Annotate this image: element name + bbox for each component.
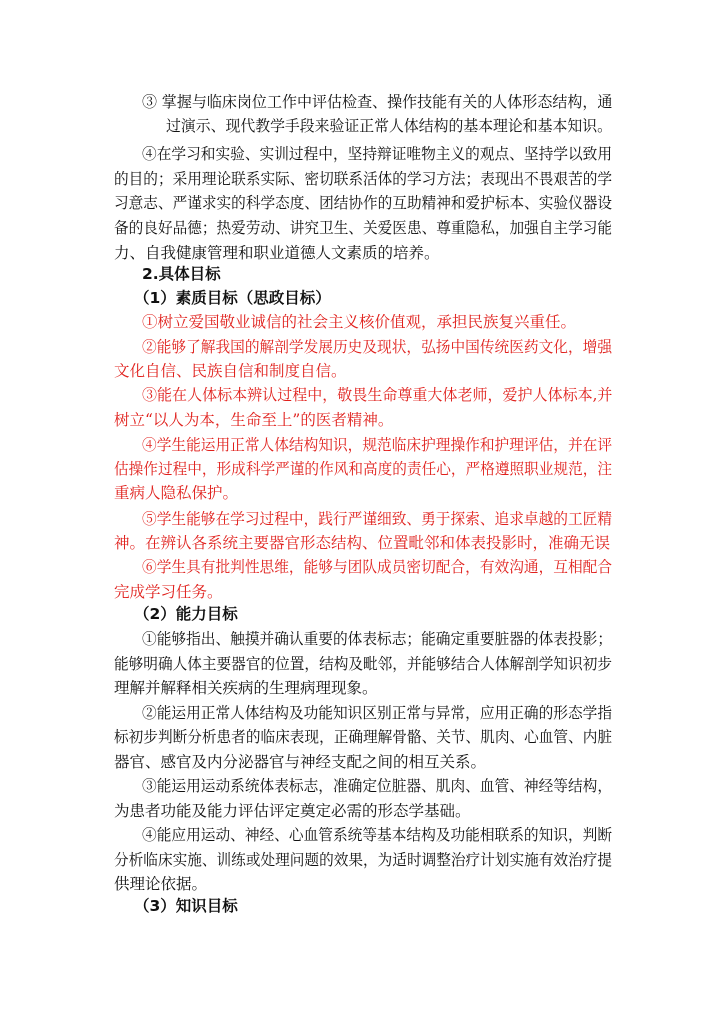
quality-goal-2-line-2: 文化自信、民族自信和制度自信。 bbox=[114, 362, 347, 380]
section-heading-specific-goals: 2.具体目标 bbox=[142, 265, 221, 283]
ability-goal-2-line-2: 标初步判断分析患者的临床表现，正确理解骨骼、关节、肌肉、心血管、内脏 bbox=[114, 728, 613, 746]
ability-goal-2-line-1: ②能运用正常人体结构及功能知识区别正常与异常，应用正确的形态学指 bbox=[142, 704, 613, 722]
objective-3-line-2: 过演示、现代教学手段来验证正常人体结构的基本理论和基本知识。 bbox=[166, 117, 612, 135]
ability-goal-1-line-2: 能够明确人体主要器官的位置，结构及毗邻，并能够结合人体解剖学知识初步 bbox=[114, 655, 613, 673]
objective-4-line-4: 备的良好品德；热爱劳动、讲究卫生、关爱医患、尊重隐私，加强自主学习能 bbox=[114, 219, 613, 237]
quality-goal-3-line-2: 树立“以人为本，生命至上”的医者精神。 bbox=[114, 411, 394, 429]
ability-goal-2-line-3: 器官、感官及内分泌器官与神经支配之间的相互关系。 bbox=[114, 753, 487, 771]
quality-goal-5-line-2: 神。在辨认各系统主要器官形态结构、位置毗邻和体表投影时，准确无误 bbox=[114, 534, 611, 552]
objective-4-line-5: 力、自我健康管理和职业道德人文素质的培养。 bbox=[114, 244, 440, 262]
quality-goal-4-line-3: 重病人隐私保护。 bbox=[114, 484, 239, 502]
quality-goal-6-line-1: ⑥学生具有批判性思维，能够与团队成员密切配合，有效沟通，互相配合 bbox=[142, 558, 613, 576]
subheading-ability-goals: （2）能力目标 bbox=[134, 605, 238, 623]
ability-goal-4-line-2: 分析临床实施、训练或处理问题的效果，为适时调整治疗计划实施有效治疗提 bbox=[114, 851, 613, 869]
quality-goal-1: ①树立爱国敬业诚信的社会主义核价值观，承担民族复兴重任。 bbox=[142, 313, 577, 331]
ability-goal-4-line-3: 供理论依据。 bbox=[114, 875, 208, 893]
quality-goal-5-line-1: ⑤学生能够在学习过程中，践行严谨细致、勇于探索、追求卓越的工匠精 bbox=[142, 510, 613, 528]
ability-goal-3-line-2: 为患者功能及能力评估评定奠定必需的形态学基础。 bbox=[114, 802, 471, 820]
quality-goal-4-line-2: 估操作过程中，形成科学严谨的作风和高度的责任心，严格遵照职业规范，注 bbox=[114, 460, 613, 478]
quality-goal-3-line-1: ③能在人体标本辨认过程中，敬畏生命尊重大体老师，爱护人体标本,并 bbox=[142, 386, 613, 404]
objective-4-line-3: 习意志、严谨求实的科学态度、团结协作的互助精神和爱护标本、实验仪器设 bbox=[114, 194, 613, 212]
objective-3-line-1: ③ 掌握与临床岗位工作中评估检查、操作技能有关的人体形态结构，通 bbox=[142, 93, 613, 111]
quality-goal-6-line-2: 完成学习任务。 bbox=[114, 583, 223, 601]
quality-goal-4-line-1: ④学生能运用正常人体结构知识，规范临床护理操作和护理评估，并在评 bbox=[142, 436, 613, 454]
ability-goal-3-line-1: ③能运用运动系统体表标志，准确定位脏器、肌肉、血管、神经等结构， bbox=[142, 777, 613, 795]
ability-goal-1-line-3: 理解并解释相关疾病的生理病理现象。 bbox=[114, 679, 378, 697]
objective-4-line-2: 的目的；采用理论联系实际、密切联系活体的学习方法；表现出不畏艰苦的学 bbox=[114, 170, 613, 188]
quality-goal-2-line-1: ②能够了解我国的解剖学发展历史及现状，弘扬中国传统医药文化，增强 bbox=[142, 338, 613, 356]
subheading-knowledge-goals: （3）知识目标 bbox=[134, 897, 238, 915]
ability-goal-1-line-1: ①能够指出、触摸并确认重要的体表标志；能确定重要脏器的体表投影； bbox=[142, 630, 613, 648]
ability-goal-4-line-1: ④能应用运动、神经、心血管系统等基本结构及功能相联系的知识，判断 bbox=[142, 826, 613, 844]
objective-4-line-1: ④在学习和实验、实训过程中，坚持辩证唯物主义的观点、坚持学以致用 bbox=[142, 145, 613, 163]
subheading-quality-goals: （1）素质目标（思政目标） bbox=[134, 289, 331, 307]
